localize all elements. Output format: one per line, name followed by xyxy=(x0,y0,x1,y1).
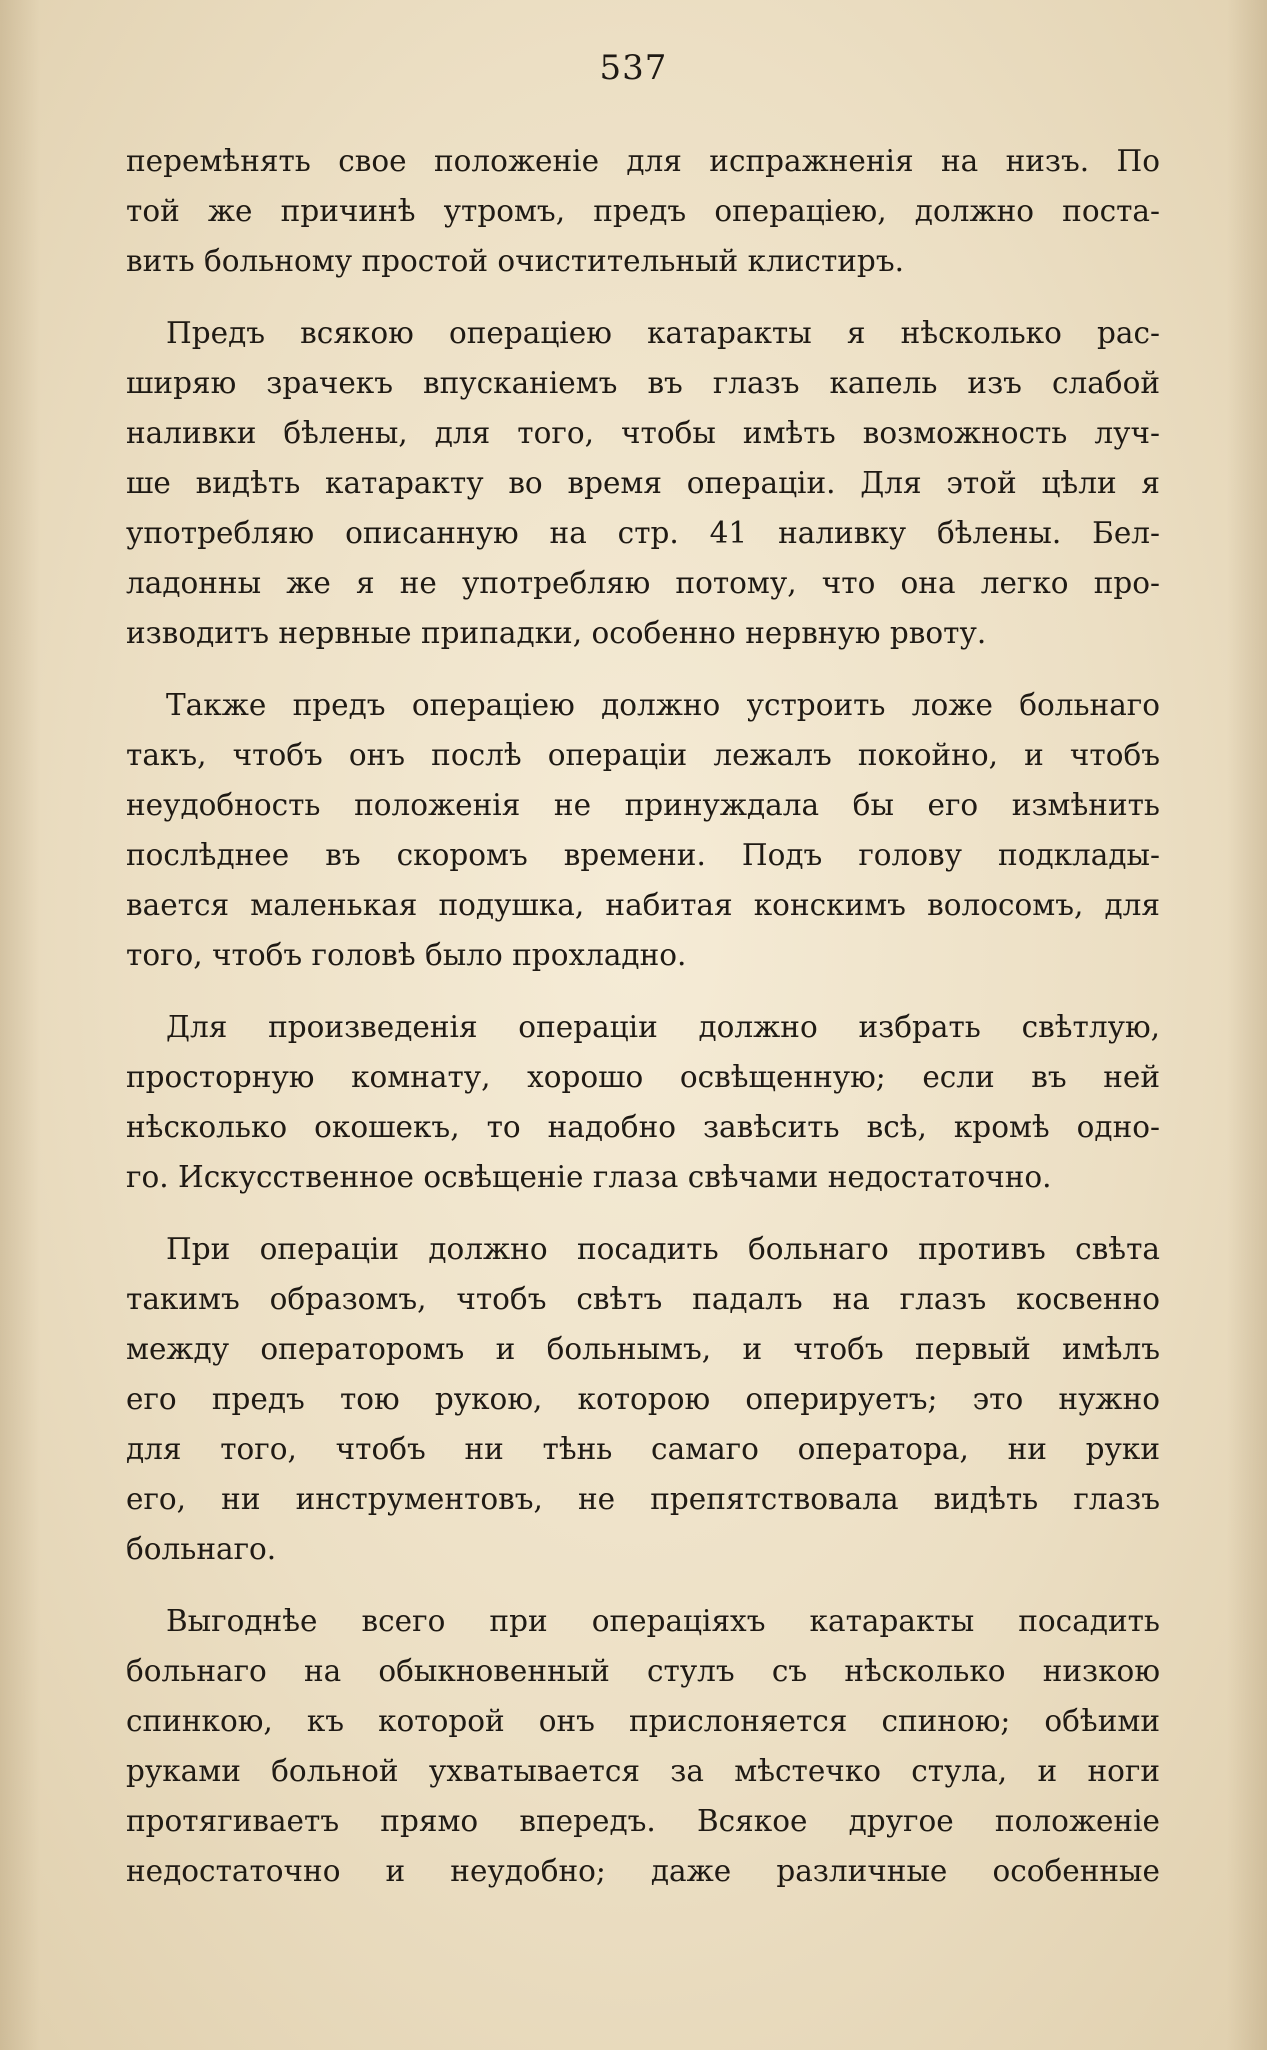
paragraph xyxy=(126,1596,1160,1896)
text-line: наливки бѣлены, для того, чтобы имѣть возможность луч- xyxy=(126,416,1160,450)
text-line: употребляю описанную на стр. 41 наливку бѣлены. Бел- xyxy=(126,516,1160,550)
text-line: неудобность положенiя не принуждала бы его измѣнить xyxy=(126,788,1160,822)
paragraph xyxy=(126,680,1160,980)
text-line: руками больной ухватывается за мѣстечко стула, и ноги xyxy=(126,1754,1160,1788)
text-line: изводитъ нервные припадки, особенно нервную рвоту. xyxy=(126,616,987,650)
text-line: просторную комнату, хорошо освѣщенную; если въ ней xyxy=(126,1060,1160,1094)
text-line: Выгоднѣе всего при операцiяхъ катаракты посадить xyxy=(166,1604,1160,1638)
text-line: Предъ всякою операцiею катаракты я нѣсколько рас- xyxy=(166,316,1160,350)
text-line: го. Искусственное освѣщенiе глаза свѣчами недостаточно. xyxy=(126,1160,1052,1194)
text-line: вить больному простой очистительный клистиръ. xyxy=(126,244,904,278)
text-line: послѣднее въ скоромъ времени. Подъ голову подклады- xyxy=(126,838,1160,872)
page-edge-shadow-right xyxy=(1227,0,1267,2050)
text-line: спинкою, къ которой онъ прислоняется спиною; обѣими xyxy=(126,1704,1160,1738)
text-line: ширяю зрачекъ впусканiемъ въ глазъ капель изъ слабой xyxy=(126,366,1160,400)
text-block xyxy=(126,136,1160,1918)
text-line: вается маленькая подушка, набитая конскимъ волосомъ, для xyxy=(126,888,1160,922)
text-line: для того, чтобъ ни тѣнь самаго оператора, ни руки xyxy=(126,1432,1160,1466)
text-line: между операторомъ и больнымъ, и чтобъ первый имѣлъ xyxy=(126,1332,1160,1366)
paragraph xyxy=(126,136,1160,286)
text-line: больнаго. xyxy=(126,1532,277,1566)
text-line: При операцiи должно посадить больнаго противъ свѣта xyxy=(166,1232,1160,1266)
paragraph xyxy=(126,1224,1160,1574)
page-number: 537 xyxy=(599,48,668,88)
text-line: такимъ образомъ, чтобъ свѣтъ падалъ на глазъ косвенно xyxy=(126,1282,1160,1316)
text-line: ше видѣть катаракту во время операцiи. Для этой цѣли я xyxy=(126,466,1160,500)
text-line: такъ, чтобъ онъ послѣ операцiи лежалъ покойно, и чтобъ xyxy=(126,738,1160,772)
text-line: протягиваетъ прямо впередъ. Всякое другое положенiе xyxy=(126,1804,1160,1838)
paragraph xyxy=(126,1002,1160,1202)
text-line: нѣсколько окошекъ, то надобно завѣсить всѣ, кромѣ одно- xyxy=(126,1110,1160,1144)
page-edge-shadow-left xyxy=(0,0,40,2050)
text-line: его, ни инструментовъ, не препятствовала видѣть глазъ xyxy=(126,1482,1160,1516)
text-line: его предъ тою рукою, которою оперируетъ; это нужно xyxy=(126,1382,1160,1416)
text-line: недостаточно и неудобно; даже различные особенные xyxy=(126,1854,1160,1888)
text-line: ладонны же я не употребляю потому, что она легко про- xyxy=(126,566,1160,600)
text-line: Также предъ операцiею должно устроить ложе больнаго xyxy=(166,688,1160,722)
text-line: больнаго на обыкновенный стулъ съ нѣсколько низкою xyxy=(126,1654,1160,1688)
text-line: перемѣнять свое положенiе для испражненiя на низъ. По xyxy=(126,144,1160,178)
text-line: Для произведенiя операцiи должно избрать свѣтлую, xyxy=(166,1010,1160,1044)
paragraph xyxy=(126,308,1160,658)
text-line: той же причинѣ утромъ, предъ операцiею, должно поста- xyxy=(126,194,1160,228)
text-line: того, чтобъ головѣ было прохладно. xyxy=(126,938,687,972)
